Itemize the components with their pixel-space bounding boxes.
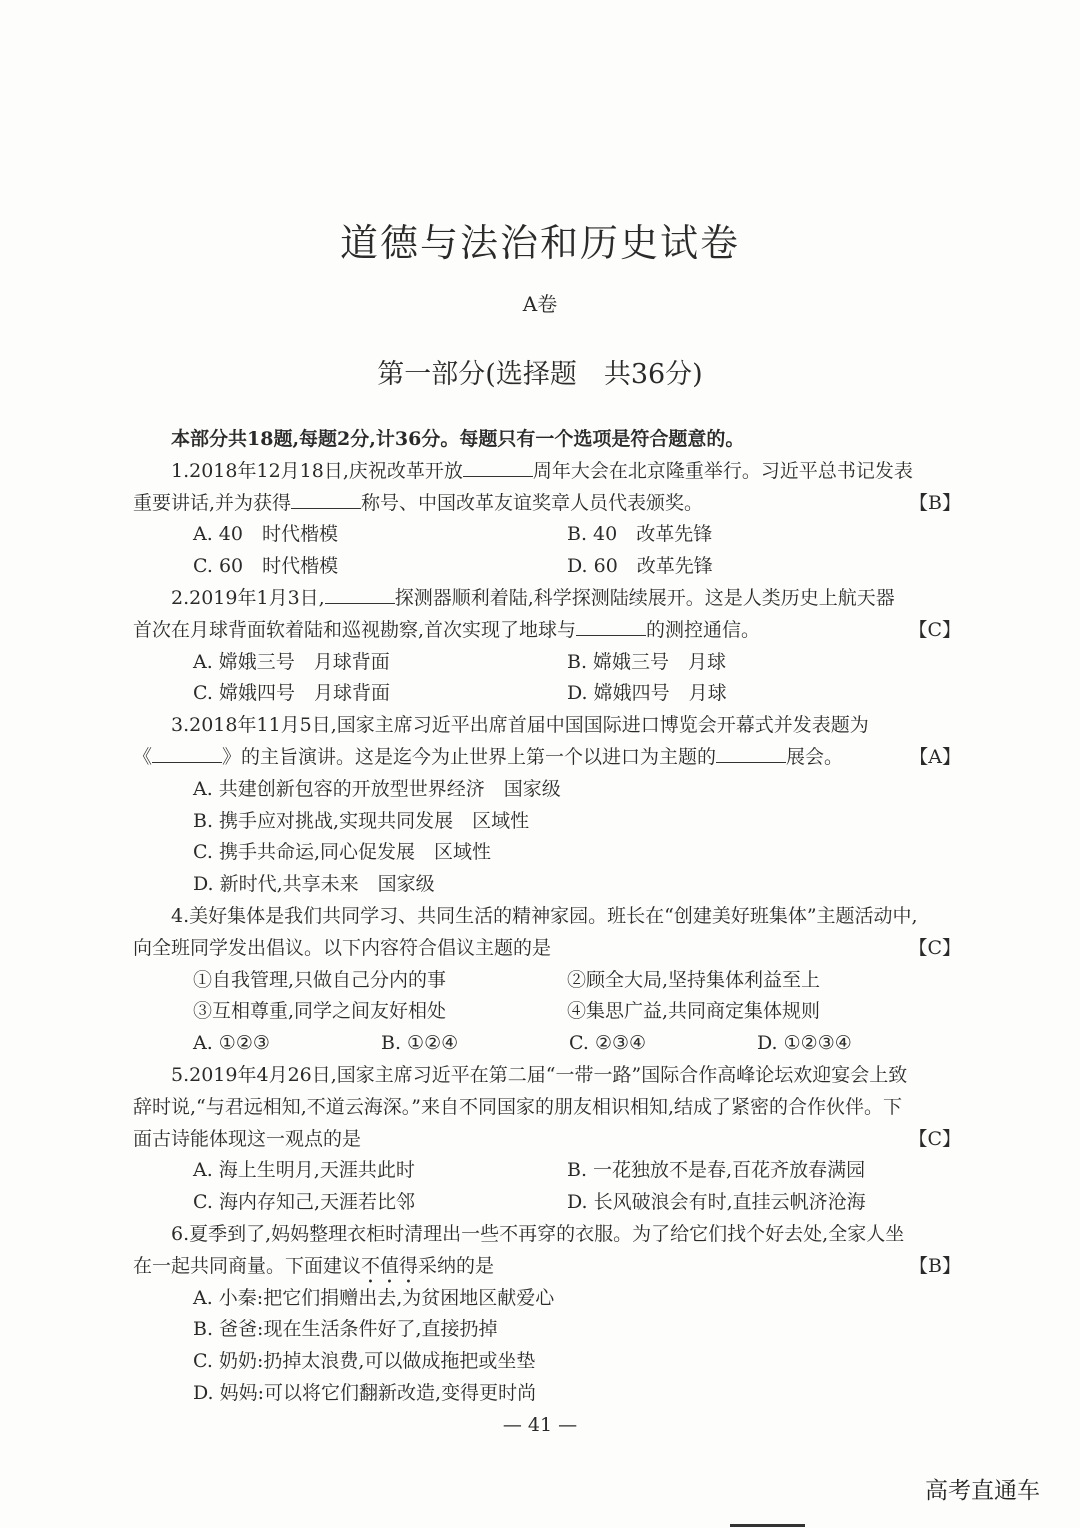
option-b: B. 爸爸:现在生活条件好了,直接扔掉 [193, 1318, 498, 1341]
question-6 [133, 1219, 961, 1410]
question-1 [133, 456, 961, 583]
question-2 [133, 583, 961, 710]
answer-blank [716, 744, 786, 763]
option-d: D. 长风破浪会有时,直挂云帆济沧海 [567, 1191, 866, 1214]
watermark: 高考直通车 [925, 1478, 1040, 1504]
option-a: A. 共建创新包容的开放型世界经济 国家级 [193, 777, 561, 800]
paper-label: A卷 [522, 292, 558, 316]
q6-text: 在一起共同商量。下面建议 [133, 1254, 362, 1277]
option-b: B. 携手应对挑战,实现共同发展 区域性 [193, 809, 530, 832]
answer-blank [291, 490, 361, 509]
q2-text: 首次在月球背面软着陆和巡视勘察,首次实现了地球与 [133, 618, 577, 641]
option-c: C. 海内存知己,天涯若比邻 [193, 1191, 415, 1214]
instructions: 本部分共18题,每题2分,计36分。每题只有一个选项是符合题意的。 [171, 428, 745, 450]
scan-mark [730, 1524, 805, 1527]
answer-key: 【C】 [908, 936, 961, 959]
q4-text: 4.美好集体是我们共同学习、共同生活的精神家园。班长在“创建美好班集体”主题活动中, [171, 904, 918, 927]
answer-key: 【B】 [909, 491, 961, 514]
option-b: B. ①②④ [381, 1032, 459, 1055]
option-b: B. 嫦娥三号 月球 [567, 650, 727, 673]
emphasized-text: 不值得 [361, 1254, 419, 1277]
answer-blank [463, 458, 533, 477]
q1-text: 1.2018年12月18日,庆祝改革开放 [171, 459, 463, 482]
option-a: A. 嫦娥三号 月球背面 [193, 650, 390, 673]
q3-text: 《 [133, 745, 153, 768]
q1-text: 称号、中国改革友谊奖章人员代表颁奖。 [361, 491, 704, 514]
answer-key: 【C】 [908, 1127, 961, 1150]
exam-title: 道德与法治和历史试卷 [339, 221, 740, 265]
q3-text: 》的主旨演讲。这是迄今为止世界上第一个以进口为主题的 [222, 745, 717, 768]
q5-text: 辞时说,“与君远相知,不道云海深。”来自不同国家的朋友相识相知,结成了紧密的合作伙伴。下 [133, 1095, 903, 1118]
q2-text: 2.2019年1月3日, [171, 586, 325, 609]
option-a: A. 40 时代楷模 [193, 523, 338, 546]
option-d: D. 嫦娥四号 月球 [567, 682, 727, 705]
option-c: C. 携手共命运,同心促发展 区域性 [193, 841, 491, 864]
question-3 [133, 710, 961, 901]
option-c: C. ②③④ [569, 1032, 647, 1055]
statement-2: ②顾全大局,坚持集体利益至上 [567, 968, 821, 991]
q5-text: 面古诗能体现这一观点的是 [133, 1127, 362, 1150]
answer-blank [325, 585, 395, 604]
section-heading: 第一部分(选择题 共36分) [377, 359, 703, 390]
answer-blank [152, 744, 222, 763]
option-d: D. ①②③④ [757, 1032, 852, 1055]
q6-text: 采纳的是 [418, 1254, 495, 1277]
q1-text: 周年大会在北京隆重举行。习近平总书记发表 [532, 459, 913, 482]
option-a: A. ①②③ [193, 1032, 270, 1055]
question-4 [133, 901, 961, 1060]
q4-text: 向全班同学发出倡议。以下内容符合倡议主题的是 [133, 936, 552, 959]
option-b: B. 40 改革先锋 [567, 523, 713, 546]
option-c: C. 奶奶:扔掉太浪费,可以做成拖把或坐垫 [193, 1350, 536, 1373]
option-c: C. 60 时代楷模 [193, 555, 339, 578]
answer-key: 【A】 [909, 745, 961, 768]
option-d: D. 妈妈:可以将它们翻新改造,变得更时尚 [193, 1381, 537, 1404]
statement-1: ①自我管理,只做自己分内的事 [193, 968, 447, 991]
option-a: A. 海上生明月,天涯共此时 [193, 1159, 415, 1182]
q2-text: 的测控通信。 [646, 618, 761, 641]
q6-text: 6.夏季到了,妈妈整理衣柜时清理出一些不再穿的衣服。为了给它们找个好去处,全家人坐 [171, 1222, 905, 1245]
statement-3: ③互相尊重,同学之间友好相处 [193, 1000, 447, 1023]
questions [133, 424, 961, 1410]
option-b: B. 一花独放不是春,百花齐放春满园 [567, 1159, 866, 1182]
statement-4: ④集思广益,共同商定集体规则 [567, 1000, 821, 1023]
option-c: C. 嫦娥四号 月球背面 [193, 682, 390, 705]
q3-text: 展会。 [786, 745, 844, 768]
option-d: D. 新时代,共享未来 国家级 [193, 873, 435, 896]
option-a: A. 小秦:把它们捐赠出去,为贫困地区献爱心 [193, 1286, 555, 1309]
q1-text: 重要讲话,并为获得 [133, 491, 292, 514]
q5-text: 5.2019年4月26日,国家主席习近平在第二届“一带一路”国际合作高峰论坛欢迎宴会上致 [171, 1063, 908, 1086]
answer-key: 【B】 [909, 1254, 961, 1277]
q3-text: 3.2018年11月5日,国家主席习近平出席首届中国国际进口博览会开幕式并发表题为 [171, 714, 869, 737]
q2-text: 探测器顺利着陆,科学探测陆续展开。这是人类历史上航天器 [394, 586, 895, 609]
answer-blank [576, 617, 646, 636]
answer-key: 【C】 [908, 618, 961, 641]
page-number: — 41 — [502, 1414, 578, 1436]
option-d: D. 60 改革先锋 [567, 555, 713, 578]
question-5 [133, 1060, 961, 1219]
